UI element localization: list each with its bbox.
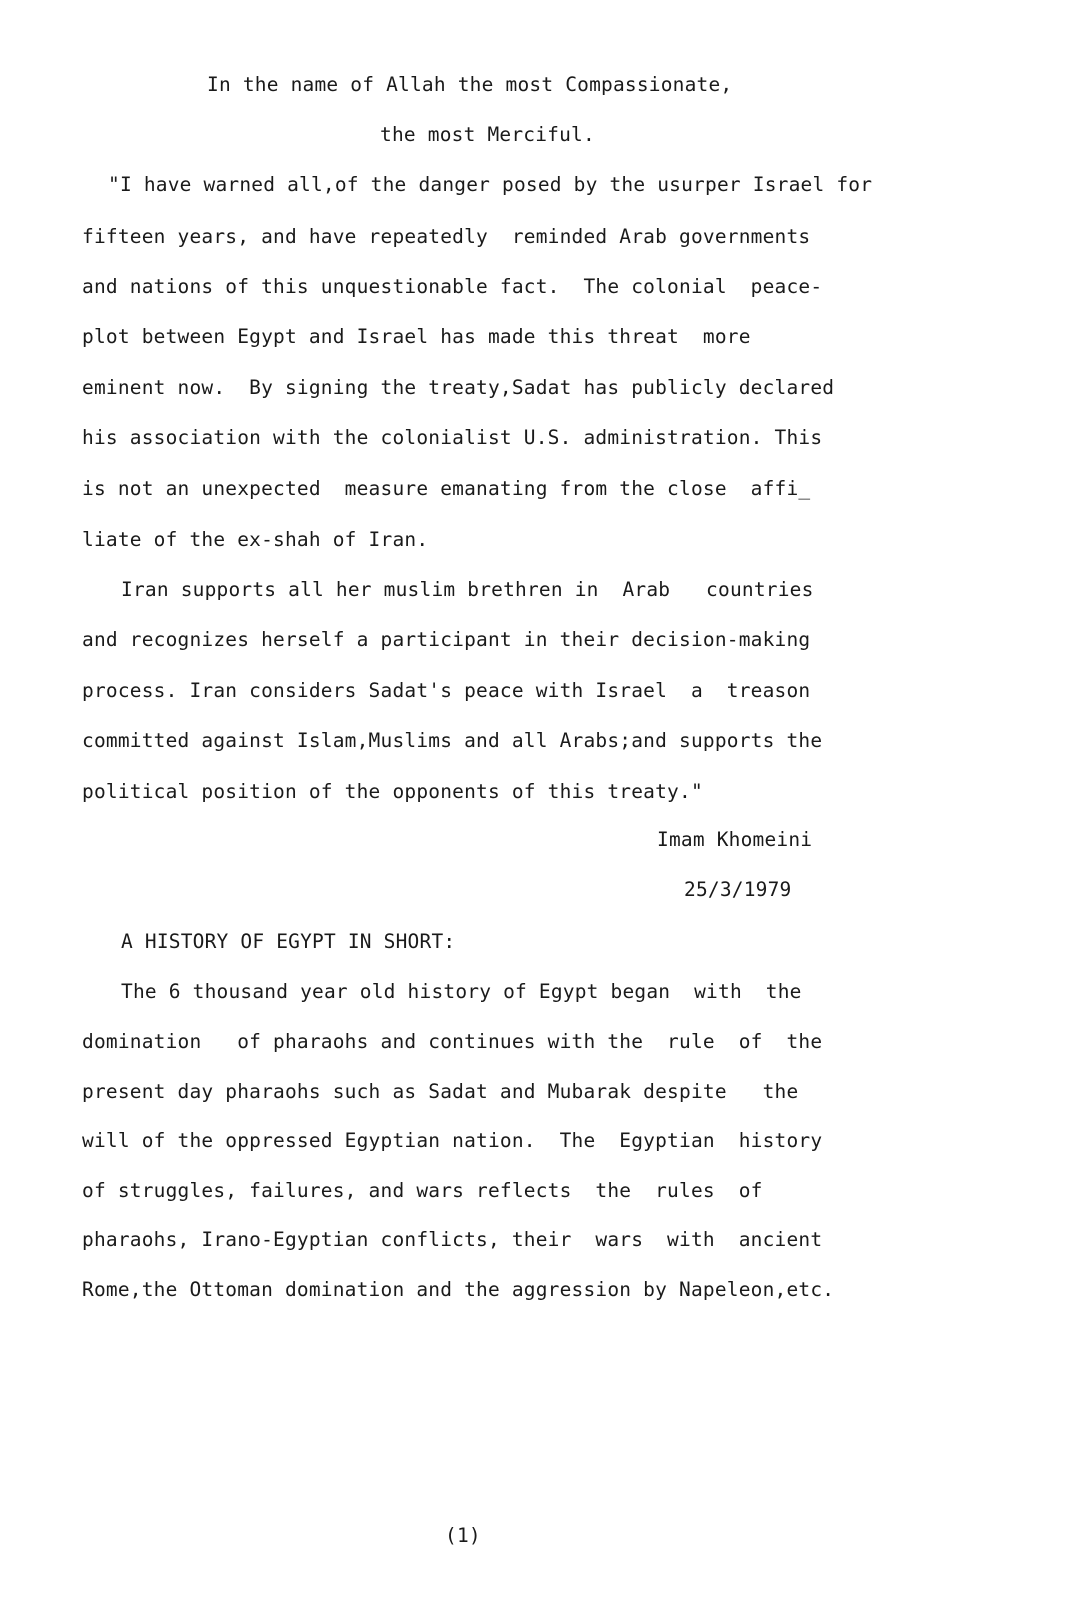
quote-line: eminent now. By signing the treaty,Sadat has publicly declared: [82, 376, 835, 399]
signature-date: 25/3/1979: [684, 878, 792, 901]
section-line: Rome,the Ottoman domination and the aggression by Napeleon,etc.: [82, 1278, 835, 1301]
section-line: present day pharaohs such as Sadat and Mubarak despite the: [82, 1080, 799, 1103]
quote-line: political position of the opponents of this treaty.": [82, 780, 703, 803]
section-line: pharaohs, Irano-Egyptian conflicts, their wars with ancient: [82, 1228, 823, 1251]
section-line: of struggles, failures, and wars reflects the rules of: [82, 1179, 763, 1202]
quote-line: his association with the colonialist U.S. administration. This: [82, 426, 823, 449]
quote-line: fifteen years, and have repeatedly reminded Arab governments: [82, 225, 811, 248]
quote-line: process. Iran considers Sadat's peace with Israel a treason: [82, 679, 811, 702]
signature-name: Imam Khomeini: [657, 828, 813, 851]
quote-line: plot between Egypt and Israel has made this threat more: [82, 325, 751, 348]
quote-line: "I have warned all,of the danger posed by the usurper Israel for: [108, 173, 873, 196]
quote-line: committed against Islam,Muslims and all Arabs;and supports the: [82, 729, 823, 752]
section-line: domination of pharaohs and continues with the rule of the: [82, 1030, 823, 1053]
quote-line: Iran supports all her muslim brethren in Arab countries: [121, 578, 814, 601]
quote-line: is not an unexpected measure emanating from the close affi_: [82, 477, 811, 500]
page-number: (1): [445, 1524, 481, 1547]
section-line: will of the oppressed Egyptian nation. The Egyptian history: [82, 1129, 823, 1152]
section-line: The 6 thousand year old history of Egypt began with the: [121, 980, 802, 1003]
header-line-2: the most Merciful.: [380, 123, 595, 146]
quote-line: and nations of this unquestionable fact. The colonial peace-: [82, 275, 823, 298]
header-line-1: In the name of Allah the most Compassionate,: [207, 73, 733, 96]
quote-line: and recognizes herself a participant in their decision-making: [82, 628, 811, 651]
quote-line: liate of the ex-shah of Iran.: [82, 528, 429, 551]
section-heading: A HISTORY OF EGYPT IN SHORT:: [121, 930, 456, 953]
